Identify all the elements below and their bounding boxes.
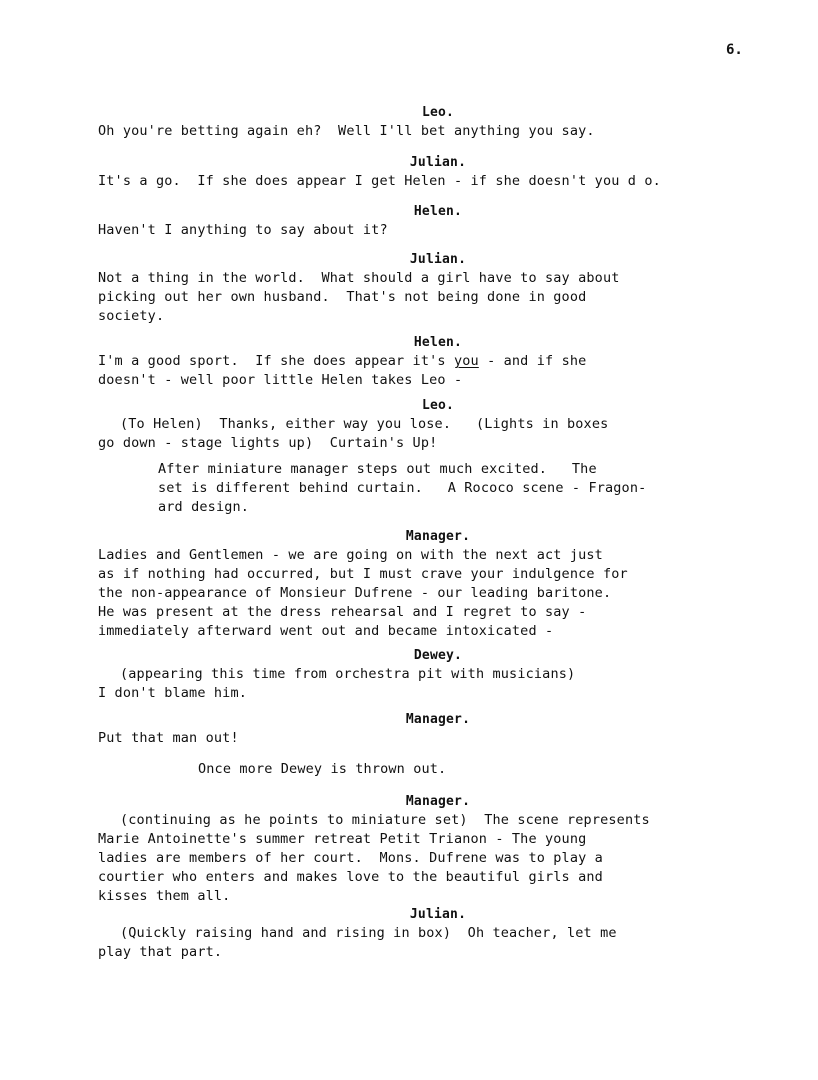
direction-line: set is different behind curtain. A Rococo scene - Fragon- [158, 480, 647, 496]
page-number: 6. [726, 42, 743, 58]
dialogue-text: I'm a good sport. If she does appear it's [98, 353, 454, 369]
speaker-name: Helen. [413, 204, 463, 219]
speaker-name: Julian. [409, 155, 467, 170]
dialogue-line [98, 352, 778, 371]
dialogue-line: (Quickly raising hand and rising in box) Oh teacher, let me [120, 925, 617, 941]
dialogue-block [98, 528, 778, 641]
dialogue-block [98, 251, 778, 326]
dialogue-line: ladies are members of her court. Mons. Dufrene was to play a [98, 850, 603, 866]
underlined-word: you [453, 353, 479, 369]
speaker-name: Helen. [413, 335, 463, 350]
dialogue-line: courtier who enters and makes love to the beautiful girls and [98, 869, 603, 885]
dialogue-line: Ladies and Gentlemen - we are going on with the next act just [98, 547, 603, 563]
speaker-name: Leo. [421, 398, 455, 413]
dialogue-block [98, 647, 778, 703]
dialogue-block [98, 334, 778, 390]
dialogue-block [98, 906, 778, 962]
speaker-name: Manager. [405, 529, 471, 544]
stage-direction [98, 460, 778, 517]
dialogue-line: Marie Antoinette's summer retreat Petit Trianon - The young [98, 831, 587, 847]
dialogue-line: go down - stage lights up) Curtain's Up! [98, 435, 438, 451]
speaker-name: Leo. [421, 105, 455, 120]
dialogue-line: society. [98, 308, 165, 324]
dialogue-line: kisses them all. [98, 888, 231, 904]
dialogue-line: Not a thing in the world. What should a girl have to say about [98, 270, 620, 286]
dialogue-block [98, 154, 778, 191]
dialogue-line: immediately afterward went out and became intoxicated - [98, 623, 554, 639]
dialogue-line: Haven't I anything to say about it? [98, 222, 388, 238]
dialogue-line: It's a go. If she does appear I get Helen - if she doesn't you d o. [98, 173, 661, 189]
direction-line: ard design. [158, 499, 250, 515]
direction-line: Once more Dewey is thrown out. [198, 761, 447, 777]
dialogue-line: I don't blame him. [98, 685, 247, 701]
dialogue-line: play that part. [98, 944, 223, 960]
speaker-name: Julian. [409, 907, 467, 922]
dialogue-line: picking out her own husband. That's not being done in good [98, 289, 587, 305]
speaker-name: Manager. [405, 794, 471, 809]
speaker-name: Manager. [405, 712, 471, 727]
direction-line: After miniature manager steps out much excited. The [158, 461, 597, 477]
speaker-name: Julian. [409, 252, 467, 267]
dialogue-block [98, 397, 778, 453]
dialogue-block [98, 793, 778, 906]
dialogue-line: (appearing this time from orchestra pit with musicians) [120, 666, 576, 682]
dialogue-block [98, 203, 778, 240]
dialogue-line: Put that man out! [98, 730, 239, 746]
dialogue-text: - and if she [478, 353, 587, 369]
dialogue-block [98, 711, 778, 748]
dialogue-line: the non-appearance of Monsieur Dufrene - our leading baritone. [98, 585, 612, 601]
dialogue-block [98, 104, 778, 141]
stage-direction [98, 760, 778, 779]
dialogue-line: He was present at the dress rehearsal and I regret to say - [98, 604, 587, 620]
dialogue-line: doesn't - well poor little Helen takes Leo - [98, 372, 463, 388]
speaker-name: Dewey. [413, 648, 463, 663]
dialogue-line: (continuing as he points to miniature set) The scene represents [120, 812, 650, 828]
dialogue-line: as if nothing had occurred, but I must crave your indulgence for [98, 566, 628, 582]
dialogue-line: Oh you're betting again eh? Well I'll bet anything you say. [98, 123, 595, 139]
dialogue-line: (To Helen) Thanks, either way you lose. (Lights in boxes [120, 416, 609, 432]
